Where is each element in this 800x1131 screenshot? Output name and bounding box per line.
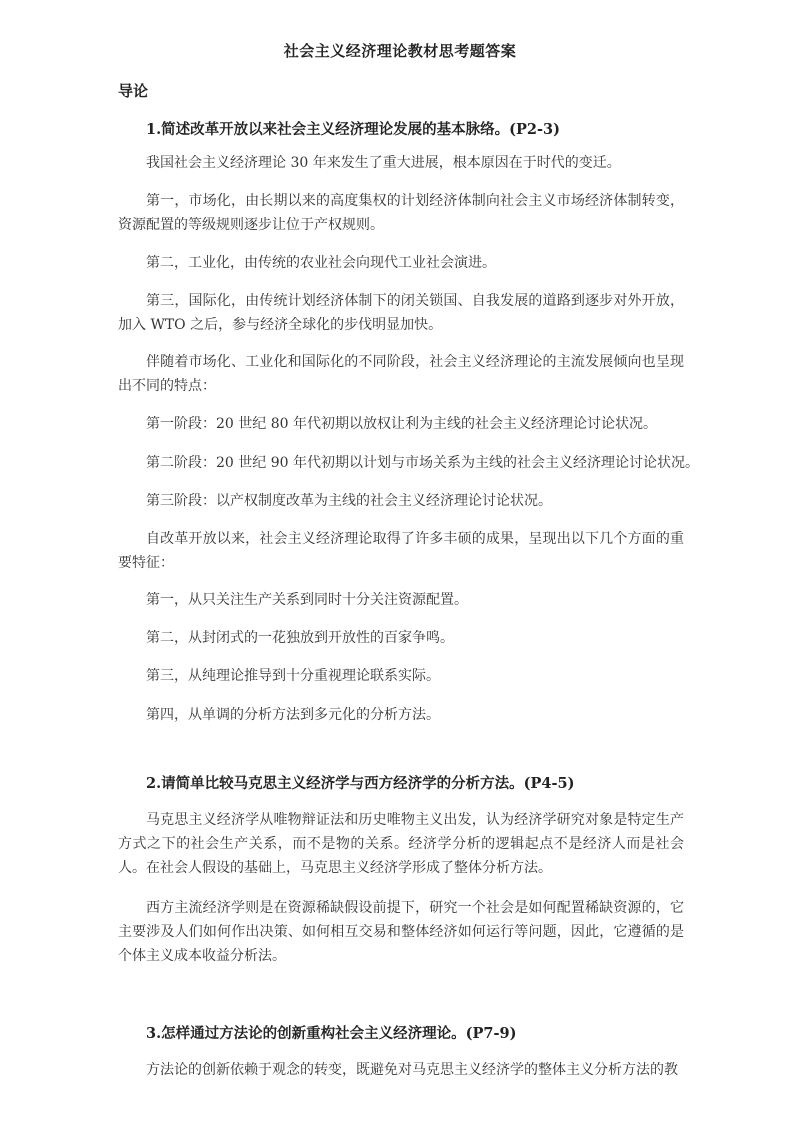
q2-paragraph-2: 西方主流经济学则是在资源稀缺假设前提下，研究一个社会是如何配置稀缺资源的，它主要涉及人们如何作出决策、如何相互交易和整体经济如何运行等问题，因此，它遵循的是个体主义成本收益分析法。 [118, 900, 684, 964]
q1-paragraph-4: 第三，国际化，由传统计划经济体制下的闭关锁国、自我发展的道路到逐步对外开放，加入 WTO 之后，参与经济全球化的步伐明显加快。 [118, 293, 684, 333]
q1-paragraph-9: 自改革开放以来，社会主义经济理论取得了许多丰硕的成果，呈现出以下几个方面的重要特征： [118, 531, 684, 571]
q2-paragraph-1: 马克思主义经济学从唯物辩证法和历史唯物主义出发，认为经济学研究对象是特定生产方式之下的社会生产关系，而不是物的关系。经济学分析的逻辑起点不是经济人而是社会人。在社会人假设的基础上，马克思主义经济学形成了整体分析方法。 [118, 812, 684, 876]
q1-paragraph-1: 我国社会主义经济理论 30 年来发生了重大进展，根本原因在于时代的变迁。 [146, 155, 621, 171]
q1-paragraph-13: 第四，从单调的分析方法到多元化的分析方法。 [146, 707, 440, 723]
q1-paragraph-5: 伴随着市场化、工业化和国际化的不同阶段，社会主义经济理论的主流发展倾向也呈现出不同的特点： [118, 354, 684, 394]
question-2-title: 2.请简单比较马克思主义经济学与西方经济学的分析方法。(P4-5) [146, 775, 575, 792]
document-title: 社会主义经济理论教材思考题答案 [283, 42, 517, 60]
q1-paragraph-6: 第一阶段：20 世纪 80 年代初期以放权让利为主线的社会主义经济理论讨论状况。 [146, 416, 657, 432]
q3-paragraph-1: 方法论的创新依赖于观念的转变，既避免对马克思主义经济学的整体主义分析方法的教 [146, 1062, 678, 1078]
q1-paragraph-10: 第一，从只关注生产关系到同时十分关注资源配置。 [146, 592, 468, 608]
section-heading: 导论 [118, 82, 149, 100]
question-1-title: 1.简述改革开放以来社会主义经济理论发展的基本脉络。(P2-3) [146, 121, 560, 138]
q1-paragraph-8: 第三阶段：以产权制度改革为主线的社会主义经济理论讨论状况。 [146, 493, 552, 509]
q1-paragraph-12: 第三，从纯理论推导到十分重视理论联系实际。 [146, 668, 440, 684]
question-3-title: 3.怎样通过方法论的创新重构社会主义经济理论。(P7-9) [146, 1025, 517, 1042]
q1-paragraph-3: 第二，工业化，由传统的农业社会向现代工业社会演进。 [146, 255, 496, 271]
q1-paragraph-11: 第二，从封闭式的一花独放到开放性的百家争鸣。 [146, 630, 454, 646]
q1-paragraph-7: 第二阶段：20 世纪 90 年代初期以计划与市场关系为主线的社会主义经济理论讨论状况。 [146, 455, 699, 471]
q1-paragraph-2: 第一，市场化，由长期以来的高度集权的计划经济体制向社会主义市场经济体制转变，资源配置的等级规则逐步让位于产权规则。 [118, 193, 684, 233]
